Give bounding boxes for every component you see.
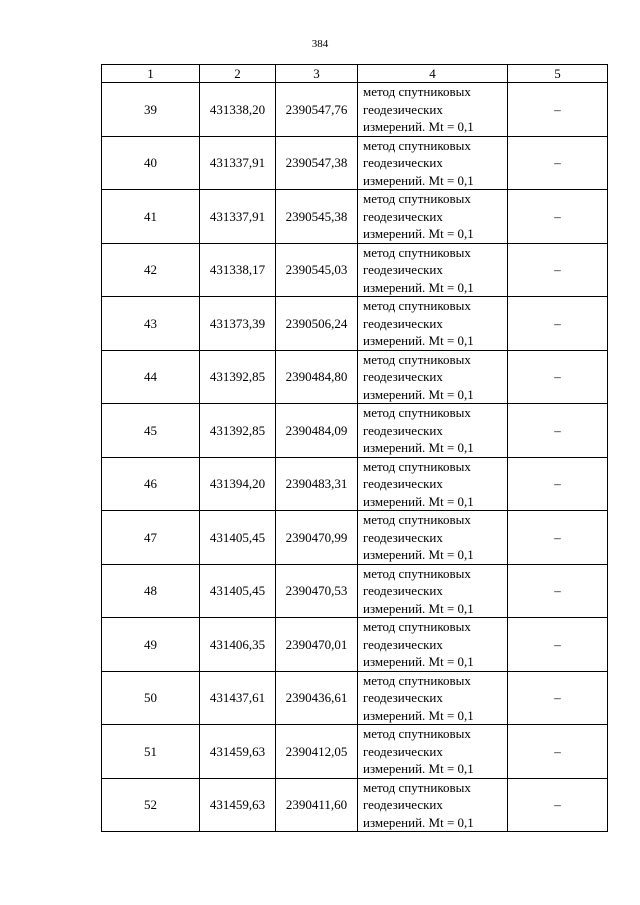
method-cell bbox=[358, 778, 508, 832]
y-coordinate-cell: 2390470,53 bbox=[276, 564, 358, 618]
method-cell bbox=[358, 457, 508, 511]
x-coordinate-cell: 431459,63 bbox=[200, 778, 276, 832]
method-line: геодезических bbox=[363, 476, 443, 491]
y-coordinate-cell: 2390547,76 bbox=[276, 83, 358, 137]
method-line: метод спутниковых bbox=[363, 619, 471, 634]
method-line: метод спутниковых bbox=[363, 351, 471, 367]
x-coordinate-cell: 431459,63 bbox=[200, 725, 276, 779]
table-row bbox=[102, 350, 608, 404]
x-coordinate-cell: 431338,17 bbox=[200, 243, 276, 297]
point-number-cell: 40 bbox=[102, 136, 200, 190]
point-number-cell: 44 bbox=[102, 350, 200, 404]
point-number-cell: 49 bbox=[102, 618, 200, 672]
method-line: геодезических bbox=[363, 262, 443, 277]
method-line: геодезических bbox=[363, 797, 443, 812]
point-number-cell: 47 bbox=[102, 511, 200, 565]
table-row bbox=[102, 297, 608, 351]
point-number-cell: 48 bbox=[102, 564, 200, 618]
y-coordinate-cell: 2390411,60 bbox=[276, 778, 358, 832]
method-cell bbox=[358, 243, 508, 297]
method-cell bbox=[358, 404, 508, 458]
method-line: измерений. Mt = 0,1 bbox=[363, 119, 474, 134]
x-coordinate-cell: 431338,20 bbox=[200, 83, 276, 137]
column-header-1: 1 bbox=[102, 65, 200, 83]
page-number: 384 bbox=[311, 38, 329, 50]
method-cell bbox=[358, 618, 508, 672]
y-coordinate-cell: 2390470,99 bbox=[276, 511, 358, 565]
method-line: измерений. Mt = 0,1 bbox=[363, 654, 474, 669]
method-line: измерений. Mt = 0,1 bbox=[363, 600, 474, 616]
note-cell: – bbox=[508, 511, 608, 565]
header-row bbox=[102, 65, 608, 83]
column-header-4: 4 bbox=[358, 65, 508, 83]
y-coordinate-cell: 2390483,31 bbox=[276, 457, 358, 511]
table-row bbox=[102, 725, 608, 779]
table-row bbox=[102, 671, 608, 725]
y-coordinate-cell: 2390484,80 bbox=[276, 350, 358, 404]
point-number-cell: 41 bbox=[102, 190, 200, 244]
table-header bbox=[102, 65, 608, 83]
table-row bbox=[102, 778, 608, 832]
method-cell bbox=[358, 136, 508, 190]
method-line: измерений. Mt = 0,1 bbox=[363, 493, 474, 509]
note-cell: – bbox=[508, 778, 608, 832]
x-coordinate-cell: 431392,85 bbox=[200, 350, 276, 404]
method-line: измерений. Mt = 0,1 bbox=[363, 226, 474, 241]
note-cell: – bbox=[508, 136, 608, 190]
method-line: измерений. Mt = 0,1 bbox=[363, 386, 474, 402]
y-coordinate-cell: 2390547,38 bbox=[276, 136, 358, 190]
method-line: геодезических bbox=[363, 315, 443, 331]
method-line: метод спутниковых bbox=[363, 84, 471, 99]
method-line: геодезических bbox=[363, 208, 443, 224]
note-cell: – bbox=[508, 83, 608, 137]
point-number-cell: 50 bbox=[102, 671, 200, 725]
x-coordinate-cell: 431437,61 bbox=[200, 671, 276, 725]
method-cell bbox=[358, 725, 508, 779]
method-line: геодезических bbox=[363, 529, 443, 545]
method-line: геодезических bbox=[363, 422, 443, 438]
method-cell bbox=[358, 350, 508, 404]
method-line: метод спутниковых bbox=[363, 565, 471, 581]
note-cell: – bbox=[508, 243, 608, 297]
column-header-5: 5 bbox=[508, 65, 608, 83]
x-coordinate-cell: 431406,35 bbox=[200, 618, 276, 672]
table-row bbox=[102, 564, 608, 618]
method-line: геодезических bbox=[363, 101, 443, 117]
x-coordinate-cell: 431337,91 bbox=[200, 190, 276, 244]
method-line: метод спутниковых bbox=[363, 405, 471, 420]
method-line: метод спутниковых bbox=[363, 512, 471, 527]
note-cell: – bbox=[508, 404, 608, 458]
method-cell bbox=[358, 671, 508, 725]
point-number-cell: 42 bbox=[102, 243, 200, 297]
x-coordinate-cell: 431392,85 bbox=[200, 404, 276, 458]
note-cell: – bbox=[508, 564, 608, 618]
method-cell bbox=[358, 190, 508, 244]
y-coordinate-cell: 2390545,03 bbox=[276, 243, 358, 297]
method-line: геодезических bbox=[363, 155, 443, 170]
method-line: измерений. Mt = 0,1 bbox=[363, 707, 474, 723]
method-line: метод спутниковых bbox=[363, 244, 471, 260]
table-row bbox=[102, 618, 608, 672]
method-line: измерений. Mt = 0,1 bbox=[363, 547, 474, 562]
point-number-cell: 46 bbox=[102, 457, 200, 511]
y-coordinate-cell: 2390506,24 bbox=[276, 297, 358, 351]
y-coordinate-cell: 2390412,05 bbox=[276, 725, 358, 779]
x-coordinate-cell: 431405,45 bbox=[200, 564, 276, 618]
method-cell bbox=[358, 297, 508, 351]
method-line: измерений. Mt = 0,1 bbox=[363, 814, 474, 830]
note-cell: – bbox=[508, 618, 608, 672]
point-number-cell: 45 bbox=[102, 404, 200, 458]
note-cell: – bbox=[508, 297, 608, 351]
method-line: метод спутниковых bbox=[363, 458, 471, 474]
point-number-cell: 51 bbox=[102, 725, 200, 779]
method-cell bbox=[358, 564, 508, 618]
y-coordinate-cell: 2390436,61 bbox=[276, 671, 358, 725]
x-coordinate-cell: 431337,91 bbox=[200, 136, 276, 190]
method-line: геодезических bbox=[363, 690, 443, 705]
method-line: метод спутниковых bbox=[363, 672, 471, 688]
method-line: метод спутниковых bbox=[363, 137, 471, 153]
method-line: геодезических bbox=[363, 743, 443, 759]
method-line: метод спутниковых bbox=[363, 779, 471, 795]
table-row bbox=[102, 511, 608, 565]
table-row bbox=[102, 190, 608, 244]
method-line: измерений. Mt = 0,1 bbox=[363, 333, 474, 348]
method-line: геодезических bbox=[363, 636, 443, 652]
method-cell bbox=[358, 83, 508, 137]
method-line: измерений. Mt = 0,1 bbox=[363, 761, 474, 776]
method-line: измерений. Mt = 0,1 bbox=[363, 172, 474, 188]
coordinates-table bbox=[101, 64, 608, 832]
note-cell: – bbox=[508, 190, 608, 244]
table-row bbox=[102, 243, 608, 297]
y-coordinate-cell: 2390484,09 bbox=[276, 404, 358, 458]
table-row bbox=[102, 136, 608, 190]
table-body bbox=[102, 83, 608, 832]
table-row bbox=[102, 404, 608, 458]
y-coordinate-cell: 2390470,01 bbox=[276, 618, 358, 672]
method-line: метод спутниковых bbox=[363, 298, 471, 313]
point-number-cell: 43 bbox=[102, 297, 200, 351]
note-cell: – bbox=[508, 671, 608, 725]
y-coordinate-cell: 2390545,38 bbox=[276, 190, 358, 244]
method-line: метод спутниковых bbox=[363, 726, 471, 741]
x-coordinate-cell: 431373,39 bbox=[200, 297, 276, 351]
method-line: геодезических bbox=[363, 369, 443, 384]
point-number-cell: 39 bbox=[102, 83, 200, 137]
column-header-2: 2 bbox=[200, 65, 276, 83]
note-cell: – bbox=[508, 350, 608, 404]
x-coordinate-cell: 431405,45 bbox=[200, 511, 276, 565]
method-line: измерений. Mt = 0,1 bbox=[363, 279, 474, 295]
method-line: метод спутниковых bbox=[363, 191, 471, 206]
table-row bbox=[102, 83, 608, 137]
method-line: геодезических bbox=[363, 583, 443, 598]
x-coordinate-cell: 431394,20 bbox=[200, 457, 276, 511]
table-row bbox=[102, 457, 608, 511]
method-cell bbox=[358, 511, 508, 565]
note-cell: – bbox=[508, 725, 608, 779]
note-cell: – bbox=[508, 457, 608, 511]
method-line: измерений. Mt = 0,1 bbox=[363, 440, 474, 455]
point-number-cell: 52 bbox=[102, 778, 200, 832]
column-header-3: 3 bbox=[276, 65, 358, 83]
